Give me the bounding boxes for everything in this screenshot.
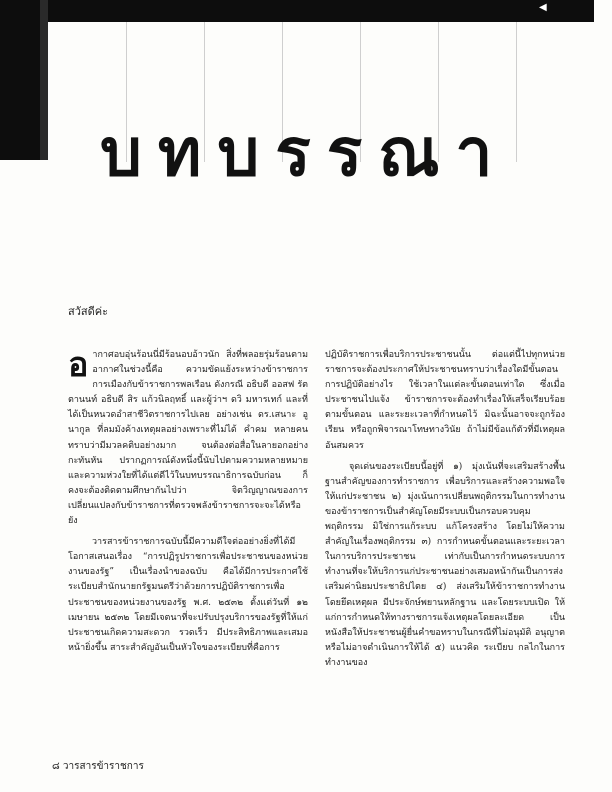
greeting: สวัสดีค่ะ xyxy=(68,305,109,318)
drop-cap: อ xyxy=(68,345,89,385)
left-column xyxy=(68,345,308,656)
masthead-title: บทบรรณา xyxy=(100,114,509,191)
right-column xyxy=(325,348,565,671)
black-side-bar xyxy=(0,0,48,160)
paragraph: วารสารข้าราชการฉบับนี้มีความดีใจต่ออย่างยิ่งที่ได้มีโอกาสเสนอเรื่อง “การปฏิรูปราชการเพื่อประชาชนของหน่วยงานของรัฐ” เป็นเรื่องนำของฉบับ คือได้มีการประกาศใช้ระเบียบสำนักนายกรัฐมนตรีว่าด้วยการปฏิบัติราชการเพื่อประชาชนของหน่วยงานของรัฐ พ.ศ. ๒๕๓๒ ตั้งแต่วันที่ ๑๒ เมษายน ๒๕๓๒ โดยมีเจตนาที่จะปรับปรุงบริการของรัฐที่ให้แก่ประชาชนเกิดความสะดวก รวดเร็ว มีประสิทธิภาพและเสมอหน้ายิ่งขึ้น สาระสำคัญอันเป็นหัวใจของระเบียบที่คือการ xyxy=(68,537,308,653)
top-black-band xyxy=(48,0,594,22)
paragraph: ปฏิบัติราชการเพื่อบริการประชาชนนั้น ต่อแต่นี้ไปทุกหน่วยราชการจะต้องประกาศให้ประชาชนทราบว่าเรื่องใดมีขั้นตอนการปฏิบัติอย่างไร ใช้เวลาในแต่ละขั้นตอนเท่าใด ซึ่งเมื่อประชาชนไปแจ้ง ข้าราชการจะต้องทำเรื่องให้เสร็จเรียบร้อยตามขั้นตอน และระยะเวลาที่กำหนดไว้ มิฉะนั้นอาจจะถูกร้องเรียน หรือถูกพิจารณาโทษทางวินัย ถ้าไม่มีข้อแก้ตัวที่มีเหตุผลอันสมควร xyxy=(325,350,565,451)
paragraph xyxy=(68,345,308,529)
triangle-marker-icon: ◀ xyxy=(539,2,547,13)
paragraph: จุดเด่นของระเบียบนี้อยู่ที่ ๑) มุ่งเน้นที่จะเสริมสร้างพื้นฐานสำคัญของการทำราชการ เพื่อบริการและสร้างความพอใจให้แก่ประชาชน ๒) มุ่งเน้นการเปลี่ยนพฤติกรรมในการทำงานของข้าราชการเป็นสำคัญโดยมีระบบเป็นกรอบควบคุมพฤติกรรม มิใช่การแก้ระบบ แก้โครงสร้าง โดยไม่ให้ความสำคัญในเรื่องพฤติกรรม ๓) การกำหนดขั้นตอนและระยะเวลาในการบริการประชาชน เท่ากับเป็นการกำหนดระบบการทำงานที่จะให้บริการแก่ประชาชนอย่างเสมอหน้ากันเป็นการส่งเสริมค่านิยมประชาธิปไตย ๔) ส่งเสริมให้ข้าราชการทำงานโดยยึดเหตุผล มีประจักษ์พยานหลักฐาน และโดยระบบเปิด ให้แก่การกำหนดให้ทางราชการแจ้งเหตุผลโดยละเอียด เป็นหนังสือให้ประชาชนผู้ยื่นคำขอทราบในกรณีที่ไม่อนุมัติ อนุญาต หรือไม่อาจดำเนินการให้ได้ ๕) แนวคิด ระเบียบ กลไกในการทำงานของ xyxy=(325,461,565,668)
paragraph-text: ากาศอบอุ่นร้อนนี่มีร้อนอบอ้าวนัก สิ่งที่พลอยรุ่มร้อนตามอากาศในช่วงนี้คือ ความขัดแย้งระหว่างข้าราชการการเมืองกับข้าราชการพลเรือน ดังกรณี อธิบดี ออสฟ รัตตานนท์ อธิบดี สิร แก้วนิลฤทธิ์ และผู้ว่าฯ ดวิ มหารเทก์ และที่ได้เป็นหนวดอำสาชีวิตราชการไปเลย อย่างเช่น ดร.เสนาะ อูนากูล ที่ลมมังค้างเหตุผลอย่างเพราะที่ไม่ได้ คำคม หลายคนทราบว่ามีมวลคติบอย่างมาก จนต้องต่อสื่อในลายอกอย่างกะทันหัน ปรากฏการณ์ดังหนึ่งนี้นับไปตามความหลายหมาย และความห่วงใยที่ได้แต่ดีไว้ในบทบรรณาธิการฉบับก่อน ก็คงจะต้องติดตามศึกษากันไปว่า จิตวิญญาณของการเปลี่ยนแปลงกับข้าราชการที่ตรวจพลังข้าราชการจะจะได้หรือยัง xyxy=(68,350,308,527)
page-footer: ๘ วารสารข้าราชการ xyxy=(52,761,144,772)
